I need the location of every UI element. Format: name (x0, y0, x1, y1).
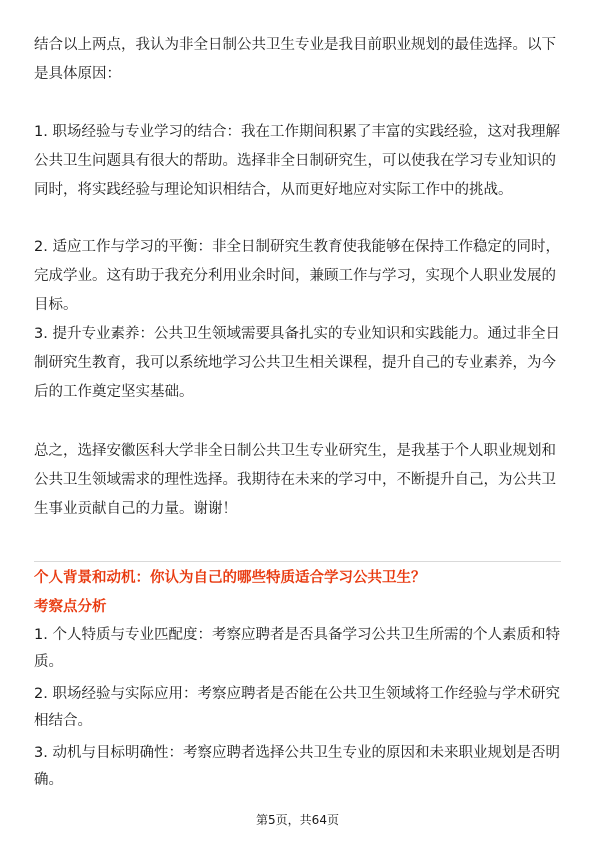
paragraph-point-1: 1. 职场经验与专业学习的结合：我在工作期间积累了丰富的实践经验，这对我理解公共卫生问题具有很大的帮助。选择非全日制研究生，可以使我在学习专业知识的同时，将实践经验与理论知识相结合，从而更好地应对实际工作中的挑战。 (34, 124, 560, 198)
paragraph-summary: 总之，选择安徽医科大学非全日制公共卫生专业研究生，是我基于个人职业规划和公共卫生领域需求的理性选择。我期待在未来的学习中，不断提升自己，为公共卫生事业贡献自己的力量。谢谢！ (34, 443, 556, 517)
analysis-point-1: 1. 个人特质与专业匹配度：考察应聘者是否具备学习公共卫生所需的个人素质和特质。 (34, 627, 560, 670)
paragraph-conclusion-intro: 结合以上两点，我认为非全日制公共卫生专业是我目前职业规划的最佳选择。以下是具体原因： (34, 37, 556, 82)
analysis-point-2: 2. 职场经验与实际应用：考察应聘者是否能在公共卫生领域将工作经验与学术研究相结合。 (34, 686, 560, 729)
analysis-heading: 考察点分析 (34, 599, 107, 615)
paragraph-point-3: 3. 提升专业素养：公共卫生领域需要具备扎实的专业知识和实践能力。通过非全日制研究生教育，我可以系统地学习公共卫生相关课程，提升自己的专业素养，为今后的工作奠定坚实基础。 (34, 326, 560, 400)
question-heading: 个人背景和动机：你认为自己的哪些特质适合学习公共卫生？ (34, 570, 426, 586)
paragraph-point-2: 2. 适应工作与学习的平衡：非全日制研究生教育使我能够在保持工作稳定的同时，完成学业。这有助于我充分利用业余时间，兼顾工作与学习，实现个人职业发展的目标。 (34, 239, 560, 313)
section-divider (34, 561, 561, 562)
analysis-point-3: 3. 动机与目标明确性：考察应聘者选择公共卫生专业的原因和未来职业规划是否明确。 (34, 745, 560, 788)
page-number-footer: 第5页，共64页 (256, 813, 339, 827)
